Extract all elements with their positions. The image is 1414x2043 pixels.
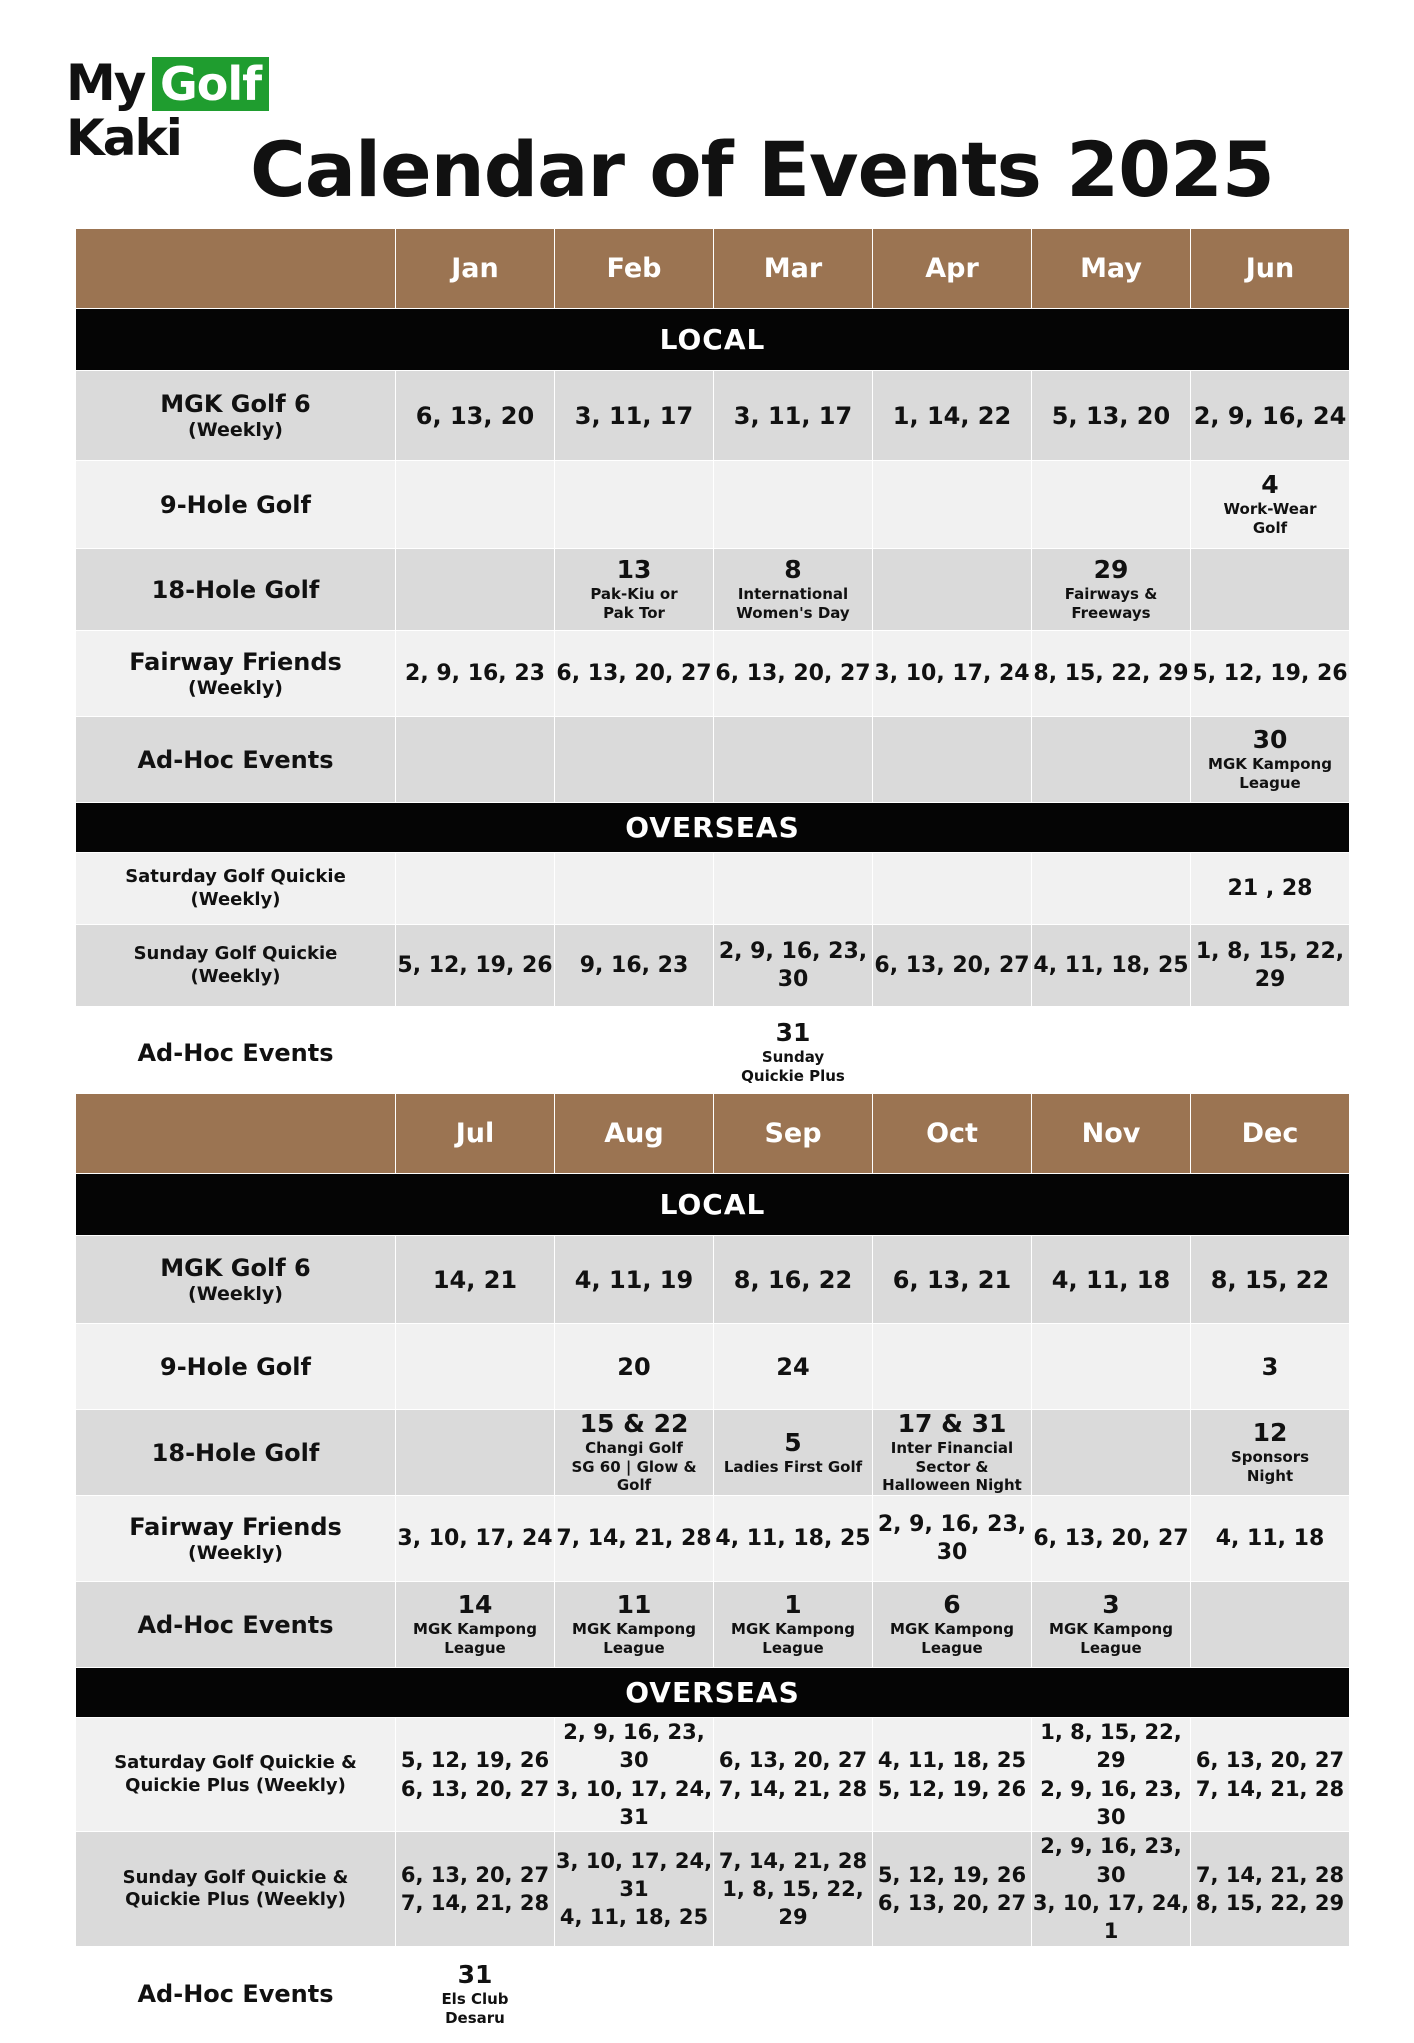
month-header: Oct	[873, 1094, 1032, 1174]
event-date: 8	[784, 555, 802, 585]
row-fairway-friends	[76, 631, 1350, 717]
date-cell: 24	[714, 1324, 873, 1410]
calendar-table-jul-dec	[75, 1093, 1350, 2043]
row-label	[76, 1718, 396, 1832]
event-note: Night	[1246, 1466, 1294, 1485]
event-note: MGK Kampong	[572, 1620, 696, 1639]
empty-cell	[396, 1007, 555, 1099]
date-cell: 8, 16, 22	[714, 1236, 873, 1324]
date-cell: 5, 13, 20	[1032, 371, 1191, 461]
event-cell	[1032, 1582, 1191, 1668]
month-header: Sep	[714, 1094, 873, 1174]
event-cell	[873, 1410, 1032, 1496]
row-label-sub: (Weekly)	[188, 676, 283, 699]
event-note: League	[1239, 773, 1301, 792]
date-cell	[396, 1832, 555, 1946]
empty-cell	[714, 853, 873, 925]
date-line: 7, 14, 21, 28	[1195, 1776, 1345, 1801]
row-ad-hoc-events-overseas	[76, 1007, 1350, 1099]
event-cell	[1191, 461, 1350, 549]
row-ad-hoc-events-overseas	[76, 1946, 1350, 2042]
date-cell: 2, 9, 16, 23, 30	[714, 925, 873, 1007]
date-cell: 3, 11, 17	[714, 371, 873, 461]
row-label: 9-Hole Golf	[76, 461, 396, 549]
date-cell: 3, 10, 17, 24	[396, 1496, 555, 1582]
row-sunday-golf-quickie-plus	[76, 1832, 1350, 1946]
row-label	[76, 1236, 396, 1324]
logo-kaki-text: Kaki	[66, 109, 181, 167]
row-label-text: MGK Golf 6	[160, 1253, 311, 1282]
section-title: OVERSEAS	[76, 1668, 1350, 1718]
date-cell	[1032, 1324, 1191, 1410]
event-note: Quickie Plus	[741, 1066, 845, 1085]
event-note: MGK Kampong	[1049, 1620, 1173, 1639]
month-header: Nov	[1032, 1094, 1191, 1174]
date-line: 2, 9, 16, 23, 30	[1040, 1834, 1182, 1887]
row-ad-hoc-events-local	[76, 1582, 1350, 1668]
event-date: 17 & 31	[897, 1409, 1007, 1438]
empty-cell	[873, 1946, 1032, 2042]
date-cell: 9, 16, 23	[555, 925, 714, 1007]
event-cell	[1191, 717, 1350, 803]
date-line: 8, 15, 22, 29	[1195, 1891, 1345, 1916]
date-line: 7, 14, 21, 28	[400, 1891, 550, 1916]
row-label: Ad-Hoc Events	[76, 717, 396, 803]
date-cell	[396, 1324, 555, 1410]
row-label-sub: Quickie Plus (Weekly)	[125, 1889, 346, 1911]
date-cell	[714, 1718, 873, 1832]
date-cell: 2, 9, 16, 23	[396, 631, 555, 717]
date-line: 6, 13, 20, 27	[877, 1891, 1027, 1916]
empty-cell	[1032, 1946, 1191, 2042]
row-label-text: Saturday Golf Quickie &	[114, 1752, 357, 1774]
date-line: 5, 12, 19, 26	[400, 1748, 550, 1773]
event-note: Freeways	[1071, 603, 1151, 622]
empty-cell	[1191, 549, 1350, 631]
event-note: Sunday	[761, 1048, 825, 1067]
row-label: 18-Hole Golf	[76, 1410, 396, 1496]
date-cell: 6, 13, 21	[873, 1236, 1032, 1324]
empty-cell	[1032, 461, 1191, 549]
date-cell	[555, 1718, 714, 1832]
event-note: Golf	[1252, 518, 1288, 537]
date-cell: 8, 15, 22	[1191, 1236, 1350, 1324]
empty-cell	[396, 549, 555, 631]
event-note: Changi Golf	[585, 1438, 683, 1457]
date-line: 4, 11, 18, 25	[559, 1905, 709, 1930]
row-label-sub: (Weekly)	[190, 965, 281, 987]
date-cell	[1032, 1718, 1191, 1832]
date-cell	[555, 1832, 714, 1946]
date-line: 5, 12, 19, 26	[877, 1862, 1027, 1887]
row-saturday-golf-quickie-plus	[76, 1718, 1350, 1832]
row-label: Ad-Hoc Events	[76, 1007, 396, 1099]
date-cell: 4, 11, 18	[1191, 1496, 1350, 1582]
event-cell	[714, 1007, 873, 1099]
row-9-hole-golf	[76, 461, 1350, 549]
date-cell	[396, 1718, 555, 1832]
event-note: MGK Kampong	[731, 1620, 855, 1639]
month-header: Mar	[714, 229, 873, 309]
event-note: Halloween Night	[882, 1476, 1022, 1495]
empty-cell	[1032, 717, 1191, 803]
row-label	[76, 631, 396, 717]
date-cell: 3	[1191, 1324, 1350, 1410]
date-line: 2, 9, 16, 23, 30	[563, 1720, 705, 1773]
date-line: 6, 13, 20, 27	[400, 1862, 550, 1887]
event-note: Sponsors	[1230, 1448, 1310, 1467]
event-date: 6	[943, 1590, 961, 1620]
calendar-table-jan-jun	[75, 228, 1350, 1099]
empty-cell	[1191, 1007, 1350, 1099]
event-note: Women's Day	[736, 603, 850, 622]
month-header: Jan	[396, 229, 555, 309]
date-cell: 2, 9, 16, 24	[1191, 371, 1350, 461]
date-cell: 3, 10, 17, 24	[873, 631, 1032, 717]
event-date: 1	[784, 1590, 802, 1620]
event-note: MGK Kampong	[413, 1620, 537, 1639]
date-line: 3, 10, 17, 24, 1	[1032, 1891, 1190, 1944]
event-note: League	[921, 1638, 983, 1657]
date-cell: 20	[555, 1324, 714, 1410]
month-header: Aug	[555, 1094, 714, 1174]
empty-cell	[873, 461, 1032, 549]
row-label-sub: (Weekly)	[188, 418, 283, 441]
event-cell	[1191, 1410, 1350, 1496]
date-line: 4, 11, 18, 25	[877, 1748, 1027, 1773]
event-cell	[1032, 549, 1191, 631]
date-cell	[873, 1718, 1032, 1832]
row-label-text: Fairway Friends	[129, 1512, 342, 1541]
event-note: League	[762, 1638, 824, 1657]
event-cell	[714, 1582, 873, 1668]
row-label: 18-Hole Golf	[76, 549, 396, 631]
event-note: Inter Financial	[890, 1438, 1014, 1457]
row-label-text: Sunday Golf Quickie &	[122, 1866, 349, 1888]
event-date: 15 & 22	[579, 1409, 689, 1438]
empty-cell	[714, 717, 873, 803]
empty-cell	[1191, 1946, 1350, 2042]
empty-cell	[714, 1946, 873, 2042]
event-note: League	[444, 1638, 506, 1657]
section-row-local	[76, 309, 1350, 371]
date-line: 6, 13, 20, 27	[1195, 1748, 1345, 1773]
empty-cell	[396, 853, 555, 925]
date-cell: 1, 8, 15, 22, 29	[1191, 925, 1350, 1007]
row-label-sub: (Weekly)	[188, 1282, 283, 1305]
empty-cell	[1032, 1007, 1191, 1099]
empty-cell	[1032, 1410, 1191, 1496]
date-cell: 1, 14, 22	[873, 371, 1032, 461]
event-date: 3	[1102, 1590, 1120, 1620]
event-date: 11	[616, 1590, 652, 1620]
month-header: May	[1032, 229, 1191, 309]
date-line: 7, 14, 21, 28	[718, 1776, 868, 1801]
section-row-local	[76, 1174, 1350, 1236]
row-label	[76, 925, 396, 1007]
event-date: 4	[1261, 470, 1279, 500]
month-header-row	[76, 229, 1350, 309]
date-line: 7, 14, 21, 28	[1195, 1862, 1345, 1887]
date-line: 5, 12, 19, 26	[877, 1776, 1027, 1801]
date-cell	[873, 1832, 1032, 1946]
event-note: Ladies First Golf	[723, 1457, 863, 1476]
date-cell: 6, 13, 20	[396, 371, 555, 461]
row-saturday-golf-quickie	[76, 853, 1350, 925]
event-note: SG 60 | Glow & Golf	[571, 1457, 697, 1495]
empty-cell	[555, 853, 714, 925]
row-18-hole-golf	[76, 549, 1350, 631]
event-cell	[555, 549, 714, 631]
event-note: MGK Kampong	[890, 1620, 1014, 1639]
empty-cell	[714, 461, 873, 549]
event-cell	[555, 1582, 714, 1668]
event-date: 29	[1093, 555, 1129, 585]
row-label-sub: (Weekly)	[190, 888, 281, 910]
empty-cell	[873, 1007, 1032, 1099]
event-date: 13	[616, 555, 652, 585]
event-note: Els Club	[441, 1989, 509, 2008]
row-label-text: Sunday Golf Quickie	[133, 943, 338, 964]
date-cell: 6, 13, 20, 27	[714, 631, 873, 717]
row-label-sub: (Weekly)	[188, 1541, 283, 1564]
date-line: 6, 13, 20, 27	[400, 1776, 550, 1801]
date-line: 3, 10, 17, 24, 31	[555, 1776, 713, 1830]
section-row-overseas	[76, 803, 1350, 853]
event-note: MGK Kampong	[1208, 755, 1332, 774]
empty-cell	[555, 461, 714, 549]
event-note: Sector &	[915, 1457, 989, 1476]
date-cell: 5, 12, 19, 26	[1191, 631, 1350, 717]
row-label	[76, 1832, 396, 1946]
date-cell: 14, 21	[396, 1236, 555, 1324]
month-header: Dec	[1191, 1094, 1350, 1174]
date-line: 1, 8, 15, 22, 29	[1040, 1720, 1182, 1773]
event-cell	[714, 1410, 873, 1496]
row-mgk-golf-6	[76, 371, 1350, 461]
date-cell: 8, 15, 22, 29	[1032, 631, 1191, 717]
date-cell: 4, 11, 18, 25	[714, 1496, 873, 1582]
month-header: Apr	[873, 229, 1032, 309]
empty-cell	[396, 717, 555, 803]
event-cell	[873, 1582, 1032, 1668]
date-cell: 4, 11, 19	[555, 1236, 714, 1324]
row-sunday-golf-quickie	[76, 925, 1350, 1007]
row-label	[76, 853, 396, 925]
event-cell	[555, 1410, 714, 1496]
page-title: Calendar of Events 2025	[250, 125, 1274, 214]
date-line: 2, 9, 16, 23, 30	[1040, 1776, 1182, 1830]
row-label: Ad-Hoc Events	[76, 1946, 396, 2042]
date-cell: 2, 9, 16, 23, 30	[873, 1496, 1032, 1582]
row-label-sub: Quickie Plus (Weekly)	[125, 1774, 346, 1796]
row-9-hole-golf	[76, 1324, 1350, 1410]
empty-cell	[1032, 853, 1191, 925]
row-18-hole-golf	[76, 1410, 1350, 1496]
empty-cell	[555, 1946, 714, 2042]
date-cell: 6, 13, 20, 27	[1032, 1496, 1191, 1582]
empty-cell	[873, 853, 1032, 925]
event-note: Pak-Kiu or	[590, 585, 678, 604]
event-date: 30	[1252, 725, 1288, 755]
section-title: OVERSEAS	[76, 803, 1350, 853]
row-ad-hoc-events-local	[76, 717, 1350, 803]
date-line: 6, 13, 20, 27	[718, 1748, 868, 1773]
logo-golf-text: Golf	[152, 57, 269, 111]
date-cell: 4, 11, 18	[1032, 1236, 1191, 1324]
date-cell: 6, 13, 20, 27	[873, 925, 1032, 1007]
date-cell: 4, 11, 18, 25	[1032, 925, 1191, 1007]
section-row-overseas	[76, 1668, 1350, 1718]
event-note: League	[603, 1638, 665, 1657]
date-line: 7, 14, 21, 28	[718, 1848, 868, 1873]
row-label-text: Saturday Golf Quickie	[125, 866, 346, 887]
empty-cell	[396, 1410, 555, 1496]
event-date: 31	[775, 1018, 811, 1048]
row-label: 9-Hole Golf	[76, 1324, 396, 1410]
date-cell	[873, 1324, 1032, 1410]
event-cell	[396, 1946, 555, 2042]
event-note: Pak Tor	[603, 603, 665, 622]
empty-cell	[1191, 1582, 1350, 1668]
event-cell	[396, 1582, 555, 1668]
month-header: Jul	[396, 1094, 555, 1174]
section-title: LOCAL	[76, 1174, 1350, 1236]
empty-cell	[873, 717, 1032, 803]
row-label	[76, 1496, 396, 1582]
event-note: Desaru	[445, 2008, 505, 2027]
date-cell	[1191, 1832, 1350, 1946]
date-cell	[1191, 1718, 1350, 1832]
date-cell: 7, 14, 21, 28	[555, 1496, 714, 1582]
event-date: 5	[784, 1427, 802, 1457]
row-label: Ad-Hoc Events	[76, 1582, 396, 1668]
section-title: LOCAL	[76, 309, 1350, 371]
row-label	[76, 371, 396, 461]
empty-cell	[555, 1007, 714, 1099]
row-mgk-golf-6	[76, 1236, 1350, 1324]
event-cell	[714, 549, 873, 631]
empty-cell	[555, 717, 714, 803]
date-line: 1, 8, 15, 22, 29	[722, 1876, 864, 1930]
row-label-text: Fairway Friends	[129, 647, 342, 676]
empty-cell	[873, 549, 1032, 631]
event-date: 12	[1252, 1418, 1288, 1448]
corner-cell	[76, 229, 396, 309]
date-cell	[1032, 1832, 1191, 1946]
row-label-text: MGK Golf 6	[160, 389, 311, 418]
month-header: Feb	[555, 229, 714, 309]
row-fairway-friends	[76, 1496, 1350, 1582]
date-cell: 21 , 28	[1191, 853, 1350, 925]
date-cell: 6, 13, 20, 27	[555, 631, 714, 717]
event-date: 14	[457, 1590, 493, 1620]
date-cell: 5, 12, 19, 26	[396, 925, 555, 1007]
month-header-row	[76, 1094, 1350, 1174]
logo-my-text: My	[66, 54, 145, 112]
event-note: League	[1080, 1638, 1142, 1657]
date-line: 3, 10, 17, 24, 31	[555, 1848, 713, 1901]
date-cell: 3, 11, 17	[555, 371, 714, 461]
event-note: Work-Wear	[1223, 500, 1317, 519]
month-header: Jun	[1191, 229, 1350, 309]
event-note: Fairways &	[1064, 585, 1158, 604]
empty-cell	[396, 461, 555, 549]
event-note: International	[737, 585, 849, 604]
corner-cell	[76, 1094, 396, 1174]
date-cell	[714, 1832, 873, 1946]
event-date: 31	[457, 1960, 493, 1990]
